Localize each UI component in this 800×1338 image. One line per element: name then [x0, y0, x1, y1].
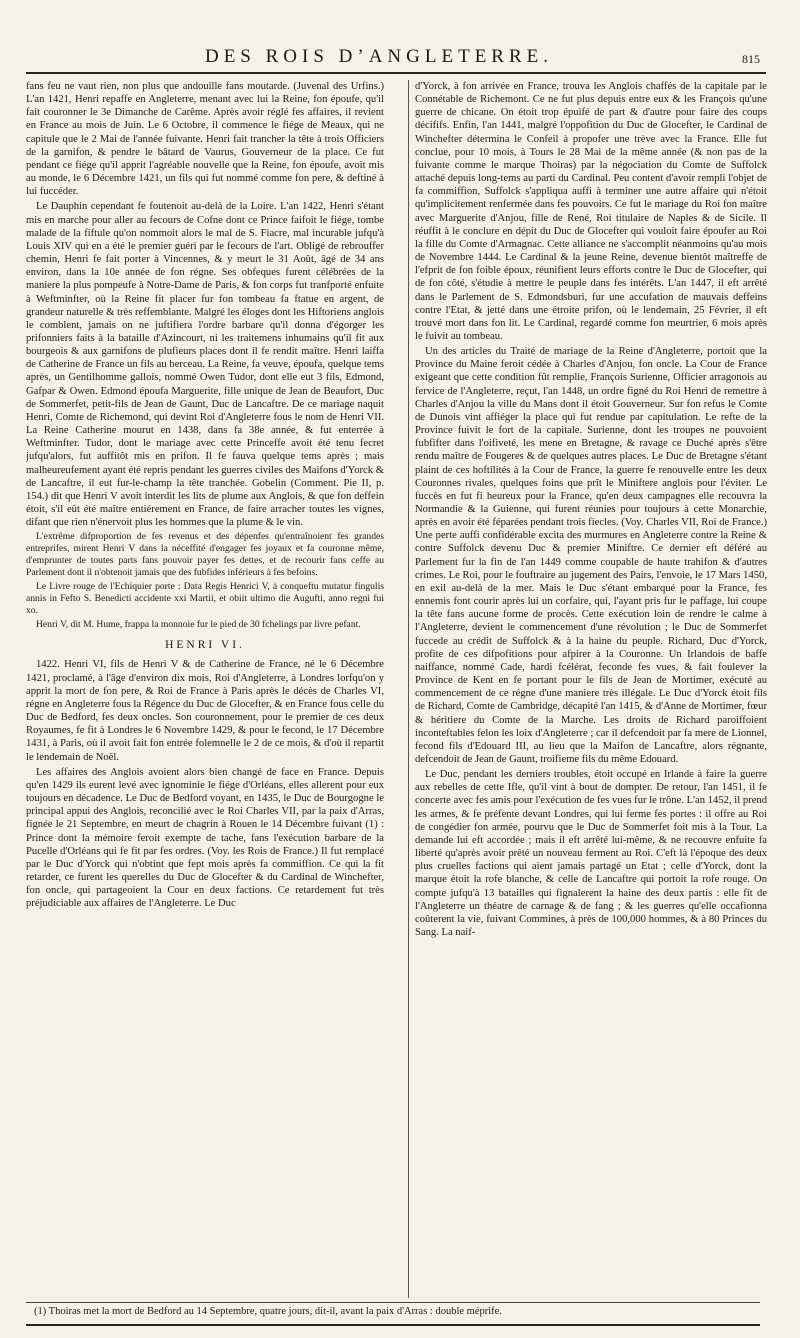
page-number: 815: [742, 52, 760, 66]
footnote: (1) Thoiras met la mort de Bedford au 14 Septembre, quatre jours, dit-il, avant la paix d'Arras : double méprife.: [34, 1306, 502, 1317]
footnote-divider: [26, 1302, 760, 1303]
running-title: DES ROIS D’ANGLETERRE.: [204, 46, 554, 67]
paragraph: 1422. Henri VI, fils de Henri V & de Catherine de France, né le 6 Décembre 1421, proclamé, à l'âge d'environ dix mois, Roi d'Angleterre, à Londres lorfqu'on y apprit la mort de fon pere, & Roi de France à Paris après le décès de Charles VI, régne en Angleterre fous la Régence du Duc de Glocefter, & en France fous celle du Duc de Bedford, fes deux oncles. Son couronnement, pour le premier de ces deux Royaumes, fe fit à Londres le 6 Novembre 1429, & pour le fecond, le 17 Décembre 1431, à Paris, où il avoit fait fon entrée folemnelle le 2 de ce mois, & d'où il repartit le lendemain de Noël.: [26, 659, 384, 763]
right-column: [408, 80, 767, 1298]
paragraph: Un des articles du Traité de mariage de la Reine d'Angleterre, portoit que la Province du Maine feroit cédée à Charles d'Anjou, fon oncle. La Cour de France exigeant que cette condition fût remplie, François Surienne, Officier arragonois au fervice de l'Angleterre, reçut, l'an 1448, un ordre figné du Roi Henri de remettre à Charles d'Anjou la ville du Mans dont il étoit Gouverneur. Sur fon refus le Comte de Dunois vint affiéger la place qui fut rendue par capitulation. Le refte de la Province fuivit le fort de la capitale. Surienne, dont les troupes ne pouvoient fubfifter dans l'oifiveté, les mene en Bretagne, & ravage ce Duché après s'être rendu maître de Fougeres & de quelques autres places. Le Duc de Bretagne s'étant plaint de ces hoftilités à la Cour de France, la guerre fe renouvelle entre les deux Couronnes rivales, quelques foins que prît le Miniftere anglois pour l'éviter. Le fuccès en fut fi heureux pour la France, qu'en deux campagnes elle recouvra la Normandie & la Guienne, qui furent réunies pour toujours à cette Monarchie, après en avoir été féparées pendant trois fiecles. (Voy. Charles VII, Roi de France.) Une perte auffi confidérable excita des murmures en Angleterre contre la Reine & contre Suffolck devenu Duc & premier Miniftre. Ce dernier eft déféré au Parlement fur la fin de l'an 1449 comme coupable de haute trahifon & d'autres crimes. Le Roi, pour le fouftraire au jugement des Pairs, l'envoie, le 17 Mars 1450, en exil au-delà de la mer. Mais le Duc s'étant embarqué pour la France, fes ennemis font courir après lui un corfaire, qui, l'ayant pris fur le paffage, lui coupe la tête fans aucune forme de procès. Cette exécution loin de rendre le calme à l'Angleterre, devient le commencement d'une révolution ; le Duc de Sommerfet fuccede au crédit de Suffolck & à la haine du peuple. Richard, Duc d'Yorck, profite de ces difpofitions pour afpirer à la Couronne. Un Irlandois de baffe naiffance, nommé Cade, hardi fcélérat, feconde fes vues, & fait foulever la Province de Kent en fe portant pour le fils de Jean de Mortimer, exécuté au commencement de ce régne d'une maniere très illégale. Le Duc d'Yorck étoit fils de Richard, Comte de Cambridge, décapité l'an 1415, & d'Anne de Mortimer, fœur & héritiere du Comte de la Marche. Les droits de Richard paroiffoient inconteftables felon les loix d'Angleterre ; car il defcendoit par fa mere de Lionnel, fecond fils d'Edouard III, au lieu que la Maifon de Lancaftre, alors régnante, defcendoit de Jean de Gaunt, troifieme fils du même Edouard.: [415, 346, 767, 765]
note-paragraph: L'extrême difproportion de fes revenus et des dépenfes qu'entraînoient fes grandes entreprifes, mirent Henri V dans la néceffité d'engager fes joyaux et fa couronne même, d'emprunter de toutes parts fans pouvoir payer fes dettes, et de recourir fans ceffe au Parlement dont il n'obtenoit jamais que des fubfides inférieurs à fes befoins.: [26, 531, 384, 579]
paragraph: d'Yorck, à fon arrivée en France, trouva les Anglois chaffés de la capitale par le Connétable de Richemont. Ce ne fut plus depuis entre eux & les François qu'une guerre de chicane. On étoit trop épuifé de part & d'autre pour faire des coups décififs. Enfin, l'an 1441, malgré l'oppofition du Duc de Glocefter, le Cardinal de Winchefter détermina le Confeil à propofer une trève avec la France. Elle fut conclue, pour 10 mois, à Tours le 28 Mai de la même année (& non pas de la fuivante comme le marque Thoiras) par la négociation du Comte de Suffolck attaché depuis long-tems au parti du Cardinal. Peu content d'avoir rempli l'objet de fa commiffion, Suffolck s'appliqua auffi à terminer une autre affaire qui n'étoit qu'implicitement renfermée dans fes pouvoirs. Ce fut le mariage du Roi fon maître avec Marguerite d'Anjou, fille de René, Roi titulaire de Naples & de Sicile. Il réuffit à le conclure en dépit du Duc de Glocefter qui vouloit faire époufer au Roi la fille du Comte d'Armagnac. Cette alliance ne s'accomplit néanmoins qu'au mois de Novembre 1444. Le Cardinal & la jeune Reine, devenue bientôt maîtreffe de l'efprit de fon foible époux, réunifient leurs efforts contre le Duc de Glocefter, qui de fon côté, s'étudie à mettre le peuple dans fes intérêts. L'an 1447, il eft arrêté dans le Parlement de S. Edmondsburi, fur une accufation de mauvais deffeins contre l'Etat, & jetté dans une étroite prifon, où le lendemain, 25 Février, il eft trouvé mort dans fon lit. Le Cardinal, regardé comme fon meurtrier, 6 mois après le fuivit au tombeau.: [415, 81, 767, 342]
note-paragraph: Le Livre rouge de l'Echiquier porte : Data Regis Henrici V, à conqueftu mutatur fingulis annis in Fefto S. Benedicti accidente xxi Martii, et obiit ultimo die Augufti, anno regni fui xo.: [26, 581, 384, 617]
bottom-rule: [26, 1324, 760, 1326]
paragraph: Le Duc, pendant les derniers troubles, étoit occupé en Irlande à faire la guerre aux rebelles de cette Ifle, qu'il vint à bout de dompter. De retour, l'an 1451, il fe concerte avec fes amis pour l'exécution de fes vues fur le trône. L'an 1452, il prend les armes, & fe préfente devant Londres, qui lui ferme fes portes : il offre au Roi de congédier fon armée, pourvu que le Duc de Sommerfet foit mis à la Tour. La demande lui eft accordée ; mais il eft arrêté lui-même, & ne recouvre enfuite fa liberté qu'après avoir prêté un nouveau ferment au Roi. C'eft là l'époque des deux plus cruelles factions qui aient jamais partagé un Etat ; celle d'Yorck, dont la marque étoit la rofe blanche, & celle de Lancaftre qui portoit la rofe rouge. On compte jufqu'à 13 batailles qui fignalerent la haine des deux partis : elle fit de l'Angleterre un théatre de carnage & de fang ; & les guerres qu'elle occafionna coûterent la vie, fuivant Commines, à près de 100,000 hommes, & à 80 Princes du Sang. La naif-: [415, 769, 767, 938]
paragraph: Les affaires des Anglois avoient alors bien changé de face en France. Depuis qu'en 1429 ils eurent levé avec ignominie le fiége d'Orléans, elles allerent pour eux toujours en décadence. Le Duc de Bedford voyant, en 1435, le Duc de Bourgogne le principal appui des Anglois, reconcilié avec le Roi Charles VII, par la paix d'Arras, fignée le 21 Septembre, en meurt de chagrin à Rouen le 14 Décembre fuivant (1) : Prince dont la mémoire feroit exempte de tache, fans l'exécution barbare de la Pucelle d'Orléans qui fe fit par fes ordres. (Voy. les Rois de France.) Il fut remplacé par le Duc d'Yorck qui n'obtint que fept mois après fa commiffion. Ce qui la fit retarder, ce furent les querelles du Duc de Glocefter & du Cardinal de Winchefter, fon oncle, qui partageoient la Cour en deux factions. Ce retardement fut très préjudiciable aux affaires de l'Angleterre. Le Duc: [26, 766, 384, 910]
page-header: [26, 44, 766, 74]
paragraph: fans feu ne vaut rien, non plus que andouille fans moutarde. (Juvenal des Urfins.) L'an 1421, Henri repaffe en Angleterre, menant avec lui la Reine, fon époufe, qu'il fait couronner le 3e Dimanche de Carême. Après avoir réglé fes affaires, il revient en France au mois de Juin. Le 6 Octobre, il commence le fiége de Meaux, qui ne capitule que le 2 Mai de l'année fuivante. Henri fait trancher la tête à trois Officiers de la garnifon, & pendre le bâtard de Vaurus, Gouverneur de la place. Ce fut pendant ce fiége qu'il apprit l'agréable nouvelle que la Reine, fon époufe, avoit mis au monde, le 6 Décembre 1421, un fils qui fut nommé comme fon pere, & deftiné à lui fuccéder.: [26, 81, 384, 198]
left-column: [26, 80, 384, 1298]
section-heading: HENRI VI.: [165, 639, 245, 652]
paragraph: Le Dauphin cependant fe foutenoit au-delà de la Loire. L'an 1422, Henri s'étant mis en marche pour aller au fecours de Cofne dont ce Prince faifoit le fiége, tombe malade de la fiftule qu'on nommoit alors le mal de S. Fiacre, mal incurable jufqu'à Louis XIV qui en a été le premier guéri par le fecours de l'art. Obligé de rebrouffer chemin, Henri fe fait porter à Vincennes, & y meurt le 31 Août, âgé de 34 ans environ, dans la 10e année de fon régne. Ses obfeques furent célébrées de la maniere la plus pompeufe à Notre-Dame de Paris, & fon corps fut tranfporté enfuite à Weftminfter, où la Reine fit placer fur fon tombeau fa ftatue en argent, de grandeur naturelle & très reffemblante. Malgré les éloges dont les Hiftoriens anglois le comblent, jamais on ne juftifiera l'ordre barbare qu'il donna d'égorger les prifonniers faits à la bataille d'Azincourt, ni les traitemens inhumains qu'il fit aux bourgeois & aux garnifons de plufieurs places dont il fe rendit maître. Henri laiffa de Catherine de France un fils au berceau. La Reine, fa veuve, époufa, quelque tems après, un Gentilhomme gallois, nommé Owen Tudor, dont elle eut 3 fils, Edmond, Gafpar & Owen. Edmond époufa Marguerite, fille unique de Jean de Beaufort, Duc de Sommerfet, petit-fils de Jean de Gaunt, Duc de Lancaftre. De ce mariage naquit Henri, Comte de Richemond, qui devint Roi d'Angleterre fous le nom de Henri VII. La Reine Catherine mourut en 1438, dans fa 38e année, & fut enterrée à Weftminfter. Tudor, dont le mariage avec cette Princeffe avoit été tenu fecret jufqu'alors, fut auffitôt mis en prifon. Il fe fauva quelque tems après ; mais malheureufement ayant été repris pendant les guerres civiles des Maifons d'Yorck & de Lancaftre, il eut fur-le-champ la tête tranchée. Gobelin (Comment. Pie II, p. 154.) dit que Henri V avoit interdit les lits de plume aux Anglois, & que fon deffein étoit, s'il eût été maître entiérement en France, de faire arracher toutes les vignes, difant que rien n'énervoit plus les hommes que la plume & le vin.: [26, 201, 384, 529]
book-page: [26, 0, 782, 1338]
note-paragraph: Henri V, dit M. Hume, frappa la monnoie fur le pied de 30 fchelings par livre pefant.: [36, 619, 361, 631]
